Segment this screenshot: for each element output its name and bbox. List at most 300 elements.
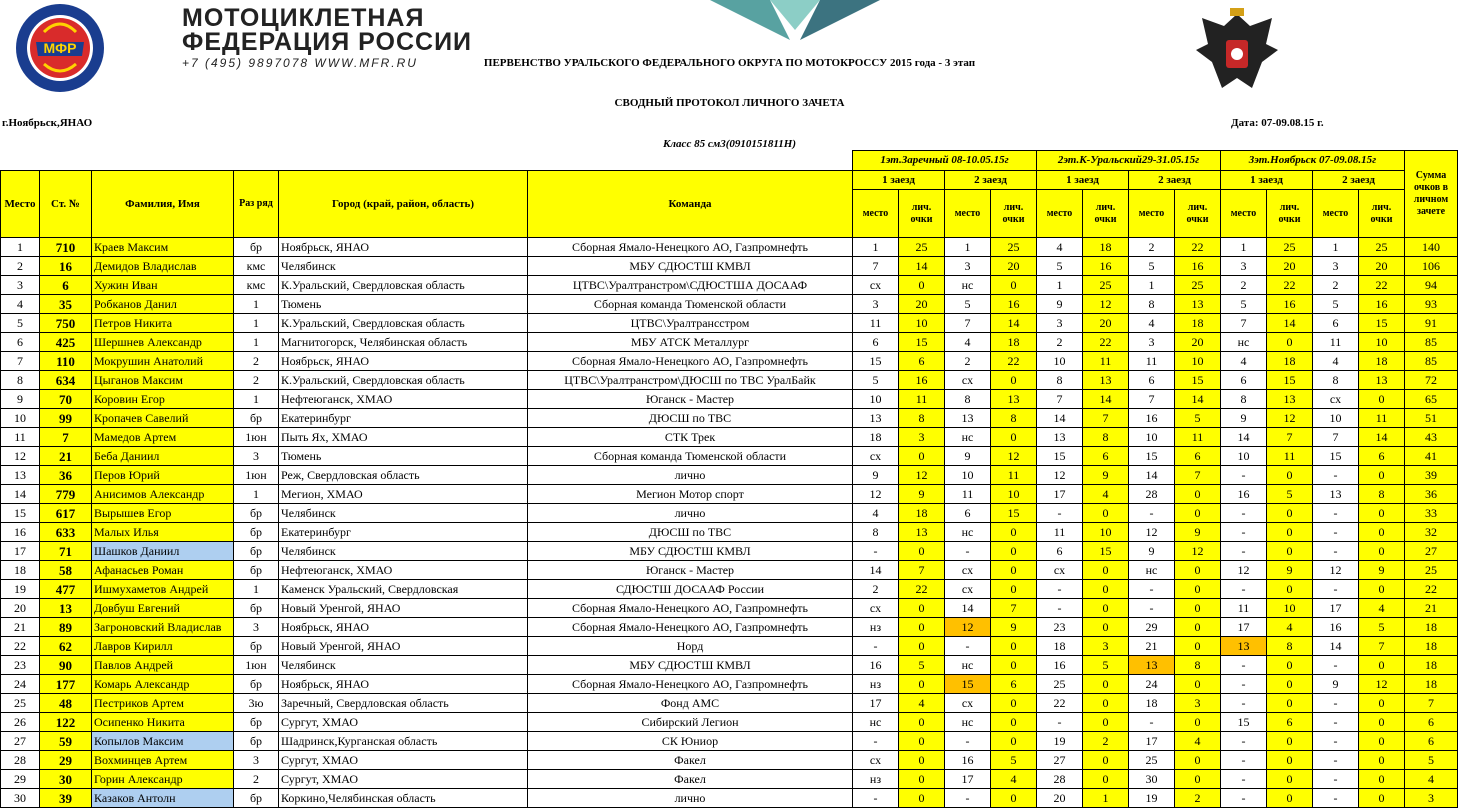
position-cell: - (1221, 789, 1267, 808)
position-cell: - (1313, 542, 1359, 561)
name-cell: Краев Максим (92, 238, 234, 257)
points-cell: 0 (1083, 675, 1129, 694)
city-cell: Магнитогорск, Челябинская область (279, 333, 528, 352)
table-row (1, 751, 1458, 770)
position-cell: 2 (945, 352, 991, 371)
position-cell: 11 (853, 314, 899, 333)
position-cell: 13 (1129, 656, 1175, 675)
number-cell: 99 (40, 409, 92, 428)
points-cell: 14 (899, 257, 945, 276)
rank-cell: бр (234, 504, 279, 523)
place-cell: 21 (1, 618, 40, 637)
position-cell: 1 (1037, 276, 1083, 295)
position-cell: - (853, 637, 899, 656)
points-cell: 12 (1175, 542, 1221, 561)
points-cell: 9 (1083, 466, 1129, 485)
position-cell: 30 (1129, 770, 1175, 789)
city-cell: Реж, Свердловская область (279, 466, 528, 485)
number-cell: 36 (40, 466, 92, 485)
number-cell: 177 (40, 675, 92, 694)
points-cell: 15 (1175, 371, 1221, 390)
points-cell: 3 (899, 428, 945, 447)
points-cell: 13 (899, 523, 945, 542)
points-cell: 3 (1083, 637, 1129, 656)
position-cell: - (1221, 732, 1267, 751)
city-cell: Ноябрьск, ЯНАО (279, 352, 528, 371)
number-cell: 633 (40, 523, 92, 542)
position-cell: 17 (853, 694, 899, 713)
team-cell: Сборная Ямало-Ненецкого АО, Газпромнефть (528, 675, 853, 694)
position-cell: сх (853, 599, 899, 618)
position-cell: 1 (1313, 238, 1359, 257)
position-cell: - (1037, 713, 1083, 732)
total-cell: 33 (1405, 504, 1458, 523)
points-subheader: лич. очки (1267, 190, 1313, 238)
position-cell: 10 (945, 466, 991, 485)
points-subheader: лич. очки (991, 190, 1037, 238)
total-cell: 94 (1405, 276, 1458, 295)
points-cell: 0 (1175, 770, 1221, 789)
points-cell: 0 (1359, 656, 1405, 675)
points-cell: 0 (1083, 770, 1129, 789)
points-cell: 7 (899, 561, 945, 580)
position-cell: 6 (1037, 542, 1083, 561)
position-cell: 9 (1313, 675, 1359, 694)
total-cell: 41 (1405, 447, 1458, 466)
place-cell: 2 (1, 257, 40, 276)
points-cell: 8 (1267, 637, 1313, 656)
points-cell: 0 (1267, 580, 1313, 599)
points-cell: 0 (1175, 580, 1221, 599)
points-cell: 0 (991, 276, 1037, 295)
position-cell: 25 (1037, 675, 1083, 694)
place-cell: 11 (1, 428, 40, 447)
place-cell: 23 (1, 656, 40, 675)
place-cell: 19 (1, 580, 40, 599)
points-cell: 0 (1359, 732, 1405, 751)
total-cell: 39 (1405, 466, 1458, 485)
position-subheader: место (1313, 190, 1359, 238)
position-cell: 5 (1037, 257, 1083, 276)
position-cell: 7 (1037, 390, 1083, 409)
total-cell: 36 (1405, 485, 1458, 504)
total-cell: 27 (1405, 542, 1458, 561)
points-cell: 5 (1175, 409, 1221, 428)
name-cell: Мамедов Артем (92, 428, 234, 447)
position-cell: 9 (1037, 295, 1083, 314)
team-cell: МБУ СДЮСТШ КМВЛ (528, 257, 853, 276)
city-cell: Новый Уренгой, ЯНАО (279, 599, 528, 618)
rank-cell: 3 (234, 447, 279, 466)
city-header: Город (край, район, область) (279, 171, 528, 238)
total-cell: 6 (1405, 732, 1458, 751)
table-body (1, 238, 1458, 808)
name-cell: Хужин Иван (92, 276, 234, 295)
rank-cell: 1 (234, 314, 279, 333)
total-cell: 72 (1405, 371, 1458, 390)
city-cell: Сургут, ХМАО (279, 751, 528, 770)
table-row (1, 428, 1458, 447)
points-cell: 0 (991, 713, 1037, 732)
points-cell: 0 (1359, 542, 1405, 561)
position-cell: нз (853, 618, 899, 637)
table-row (1, 390, 1458, 409)
position-cell: - (853, 789, 899, 808)
number-cell: 59 (40, 732, 92, 751)
points-cell: 2 (1083, 732, 1129, 751)
city-cell: Ноябрьск, ЯНАО (279, 238, 528, 257)
points-cell: 11 (1359, 409, 1405, 428)
points-cell: 0 (1175, 751, 1221, 770)
position-cell: - (1313, 789, 1359, 808)
place-cell: 5 (1, 314, 40, 333)
points-cell: 16 (1267, 295, 1313, 314)
team-cell: Сборная Ямало-Ненецкого АО, Газпромнефть (528, 238, 853, 257)
position-cell: 12 (1221, 561, 1267, 580)
city-cell: Ноябрьск, ЯНАО (279, 675, 528, 694)
rank-cell: 1юн (234, 466, 279, 485)
points-cell: 25 (1083, 276, 1129, 295)
points-cell: 20 (1359, 257, 1405, 276)
position-cell: - (1313, 580, 1359, 599)
city-cell: Ноябрьск, ЯНАО (279, 618, 528, 637)
points-cell: 15 (991, 504, 1037, 523)
position-cell: - (1221, 504, 1267, 523)
team-cell: Мегион Мотор спорт (528, 485, 853, 504)
points-cell: 12 (1083, 295, 1129, 314)
name-cell: Афанасьев Роман (92, 561, 234, 580)
number-cell: 779 (40, 485, 92, 504)
number-cell: 70 (40, 390, 92, 409)
position-cell: - (1313, 504, 1359, 523)
position-cell: 14 (853, 561, 899, 580)
position-cell: 15 (1129, 447, 1175, 466)
number-cell: 58 (40, 561, 92, 580)
number-cell: 21 (40, 447, 92, 466)
table-row (1, 732, 1458, 751)
points-cell: 0 (1267, 789, 1313, 808)
rank-cell: 1 (234, 390, 279, 409)
points-cell: 4 (1083, 485, 1129, 504)
city-cell: Челябинск (279, 656, 528, 675)
points-cell: 12 (991, 447, 1037, 466)
points-cell: 0 (991, 428, 1037, 447)
position-cell: сх (945, 371, 991, 390)
points-cell: 0 (991, 656, 1037, 675)
points-cell: 0 (1267, 675, 1313, 694)
place-cell: 28 (1, 751, 40, 770)
points-cell: 0 (899, 713, 945, 732)
fed-contacts: +7 (495) 9897078 WWW.MFR.RU (182, 56, 418, 70)
position-cell: 16 (1129, 409, 1175, 428)
position-cell: 8 (1313, 371, 1359, 390)
position-cell: сх (853, 751, 899, 770)
position-subheader: место (1221, 190, 1267, 238)
event-city: г.Ноябрьск,ЯНАО (2, 117, 93, 129)
position-cell: 22 (1037, 694, 1083, 713)
position-cell: 6 (1221, 371, 1267, 390)
position-cell: 15 (1221, 713, 1267, 732)
points-cell: 0 (1083, 580, 1129, 599)
team-cell: лично (528, 504, 853, 523)
points-cell: 13 (1175, 295, 1221, 314)
city-cell: Мегион, ХМАО (279, 485, 528, 504)
points-cell: 5 (1083, 656, 1129, 675)
federation-brand (182, 4, 542, 70)
position-cell: - (1221, 580, 1267, 599)
position-cell: 15 (1037, 447, 1083, 466)
s2-race2: 2 заезд (1129, 171, 1221, 190)
position-cell: сх (1037, 561, 1083, 580)
team-cell: Сборная Ямало-Ненецкого АО, Газпромнефть (528, 599, 853, 618)
rank-cell: бр (234, 561, 279, 580)
points-cell: 18 (1083, 238, 1129, 257)
name-cell: Казаков Антолн (92, 789, 234, 808)
team-cell: СК Юниор (528, 732, 853, 751)
city-cell: Сургут, ХМАО (279, 713, 528, 732)
total-cell: 7 (1405, 694, 1458, 713)
position-cell: 9 (1221, 409, 1267, 428)
document-header (0, 0, 1459, 150)
position-cell: - (1221, 675, 1267, 694)
points-cell: 0 (1267, 732, 1313, 751)
position-cell: 10 (1129, 428, 1175, 447)
total-cell: 106 (1405, 257, 1458, 276)
name-cell: Вырышев Егор (92, 504, 234, 523)
name-cell: Павлов Андрей (92, 656, 234, 675)
table-row (1, 447, 1458, 466)
rank-cell: кмс (234, 257, 279, 276)
position-cell: 12 (853, 485, 899, 504)
number-cell: 425 (40, 333, 92, 352)
points-cell: 16 (1175, 257, 1221, 276)
points-cell: 18 (991, 333, 1037, 352)
table-row (1, 789, 1458, 808)
position-cell: 2 (1221, 276, 1267, 295)
position-cell: 7 (853, 257, 899, 276)
position-cell: 14 (1221, 428, 1267, 447)
place-cell: 24 (1, 675, 40, 694)
position-cell: 12 (1313, 561, 1359, 580)
total-cell: 140 (1405, 238, 1458, 257)
points-cell: 4 (991, 770, 1037, 789)
total-header: Сумма очков в личном зачете (1405, 151, 1458, 238)
points-cell: 0 (1267, 333, 1313, 352)
city-cell: Сургут, ХМАО (279, 770, 528, 789)
points-cell: 0 (1175, 599, 1221, 618)
position-cell: 2 (1037, 333, 1083, 352)
name-cell: Довбуш Евгений (92, 599, 234, 618)
position-cell: 27 (1037, 751, 1083, 770)
position-cell: сх (853, 276, 899, 295)
position-cell: 7 (1313, 428, 1359, 447)
points-cell: 22 (899, 580, 945, 599)
points-cell: 25 (991, 238, 1037, 257)
points-cell: 4 (1175, 732, 1221, 751)
event-date: Дата: 07-09.08.15 г. (1231, 117, 1324, 129)
table-row (1, 371, 1458, 390)
points-cell: 0 (1175, 713, 1221, 732)
team-cell: Факел (528, 751, 853, 770)
position-cell: 16 (1037, 656, 1083, 675)
rank-cell: 1юн (234, 656, 279, 675)
position-cell: 11 (1037, 523, 1083, 542)
position-cell: 1 (945, 238, 991, 257)
position-cell: - (853, 542, 899, 561)
position-cell: 24 (1129, 675, 1175, 694)
team-cell: Сборная Ямало-Ненецкого АО, Газпромнефть (528, 352, 853, 371)
position-cell: - (1313, 713, 1359, 732)
position-cell: 3 (945, 257, 991, 276)
position-subheader: место (1129, 190, 1175, 238)
place-cell: 27 (1, 732, 40, 751)
team-cell: Факел (528, 770, 853, 789)
position-cell: 20 (1037, 789, 1083, 808)
number-cell: 62 (40, 637, 92, 656)
table-row (1, 694, 1458, 713)
number-cell: 29 (40, 751, 92, 770)
points-cell: 7 (991, 599, 1037, 618)
position-cell: - (1313, 523, 1359, 542)
points-cell: 10 (1267, 599, 1313, 618)
points-cell: 8 (1083, 428, 1129, 447)
table-row (1, 523, 1458, 542)
position-cell: 17 (1221, 618, 1267, 637)
city-cell: Заречный, Свердловская область (279, 694, 528, 713)
rank-cell: 2 (234, 371, 279, 390)
points-cell: 1 (1083, 789, 1129, 808)
name-cell: Коровин Егор (92, 390, 234, 409)
total-cell: 85 (1405, 352, 1458, 371)
position-subheader: место (945, 190, 991, 238)
city-cell: Нефтеюганск, ХМАО (279, 390, 528, 409)
number-cell: 6 (40, 276, 92, 295)
team-cell: Сборная Ямало-Ненецкого АО, Газпромнефть (528, 618, 853, 637)
table-row (1, 276, 1458, 295)
points-cell: 0 (899, 675, 945, 694)
position-cell: 16 (1313, 618, 1359, 637)
number-cell: 89 (40, 618, 92, 637)
points-cell: 7 (1359, 637, 1405, 656)
points-cell: 22 (1175, 238, 1221, 257)
place-cell: 6 (1, 333, 40, 352)
city-cell: Тюмень (279, 447, 528, 466)
position-cell: 9 (853, 466, 899, 485)
points-cell: 7 (1267, 428, 1313, 447)
points-cell: 11 (1267, 447, 1313, 466)
place-cell: 10 (1, 409, 40, 428)
position-cell: нс (945, 428, 991, 447)
position-cell: 8 (1037, 371, 1083, 390)
place-cell: 16 (1, 523, 40, 542)
points-cell: 6 (1083, 447, 1129, 466)
team-cell: МБУ СДЮСТШ КМВЛ (528, 542, 853, 561)
points-cell: 8 (991, 409, 1037, 428)
table-row (1, 713, 1458, 732)
city-cell: Екатеринбург (279, 409, 528, 428)
points-cell: 0 (1359, 789, 1405, 808)
points-cell: 18 (1267, 352, 1313, 371)
points-cell: 0 (899, 751, 945, 770)
team-cell: Фонд АМС (528, 694, 853, 713)
logo-abbr: МФР (43, 40, 77, 56)
rank-cell: бр (234, 542, 279, 561)
position-cell: - (945, 637, 991, 656)
points-cell: 0 (1359, 770, 1405, 789)
table-row (1, 333, 1458, 352)
total-cell: 93 (1405, 295, 1458, 314)
position-cell: сх (945, 561, 991, 580)
points-cell: 13 (1359, 371, 1405, 390)
table-row (1, 542, 1458, 561)
points-cell: 20 (1267, 257, 1313, 276)
position-cell: нс (945, 523, 991, 542)
position-cell: нз (853, 675, 899, 694)
points-cell: 22 (1267, 276, 1313, 295)
city-cell: Тюмень (279, 295, 528, 314)
points-cell: 3 (1175, 694, 1221, 713)
table-row (1, 409, 1458, 428)
place-cell: 1 (1, 238, 40, 257)
rank-cell: бр (234, 599, 279, 618)
name-cell: Ишмухаметов Андрей (92, 580, 234, 599)
points-cell: 18 (899, 504, 945, 523)
points-cell: 0 (1359, 390, 1405, 409)
city-cell: Пыть Ях, ХМАО (279, 428, 528, 447)
position-cell: 9 (945, 447, 991, 466)
position-cell: 4 (1037, 238, 1083, 257)
points-cell: 5 (991, 751, 1037, 770)
position-cell: 19 (1129, 789, 1175, 808)
position-cell: 17 (1313, 599, 1359, 618)
stage1-header: 1эт.Заречный 08-10.05.15г (853, 151, 1037, 171)
place-cell: 18 (1, 561, 40, 580)
position-cell: - (1313, 466, 1359, 485)
position-cell: 17 (1129, 732, 1175, 751)
points-cell: 0 (1083, 504, 1129, 523)
points-cell: 0 (1175, 504, 1221, 523)
table-header (1, 151, 1458, 238)
total-cell: 21 (1405, 599, 1458, 618)
position-cell: 1 (1221, 238, 1267, 257)
position-cell: 14 (945, 599, 991, 618)
points-cell: 15 (1359, 314, 1405, 333)
points-cell: 10 (1083, 523, 1129, 542)
position-cell: нс (1129, 561, 1175, 580)
position-cell: 11 (1129, 352, 1175, 371)
position-cell: 1 (1129, 276, 1175, 295)
points-cell: 14 (1267, 314, 1313, 333)
points-cell: 0 (1083, 751, 1129, 770)
points-cell: 12 (1267, 409, 1313, 428)
points-cell: 0 (899, 732, 945, 751)
number-cell: 16 (40, 257, 92, 276)
points-cell: 22 (991, 352, 1037, 371)
table-row (1, 656, 1458, 675)
rank-cell: 1 (234, 333, 279, 352)
team-cell: ДЮСШ по ТВС (528, 523, 853, 542)
name-cell: Осипенко Никита (92, 713, 234, 732)
team-cell: ДЮСШ по ТВС (528, 409, 853, 428)
points-cell: 14 (1083, 390, 1129, 409)
points-cell: 0 (1083, 599, 1129, 618)
place-cell: 4 (1, 295, 40, 314)
results-table (0, 150, 1458, 808)
position-cell: 17 (1037, 485, 1083, 504)
table-row (1, 770, 1458, 789)
points-cell: 13 (1083, 371, 1129, 390)
table-row (1, 352, 1458, 371)
